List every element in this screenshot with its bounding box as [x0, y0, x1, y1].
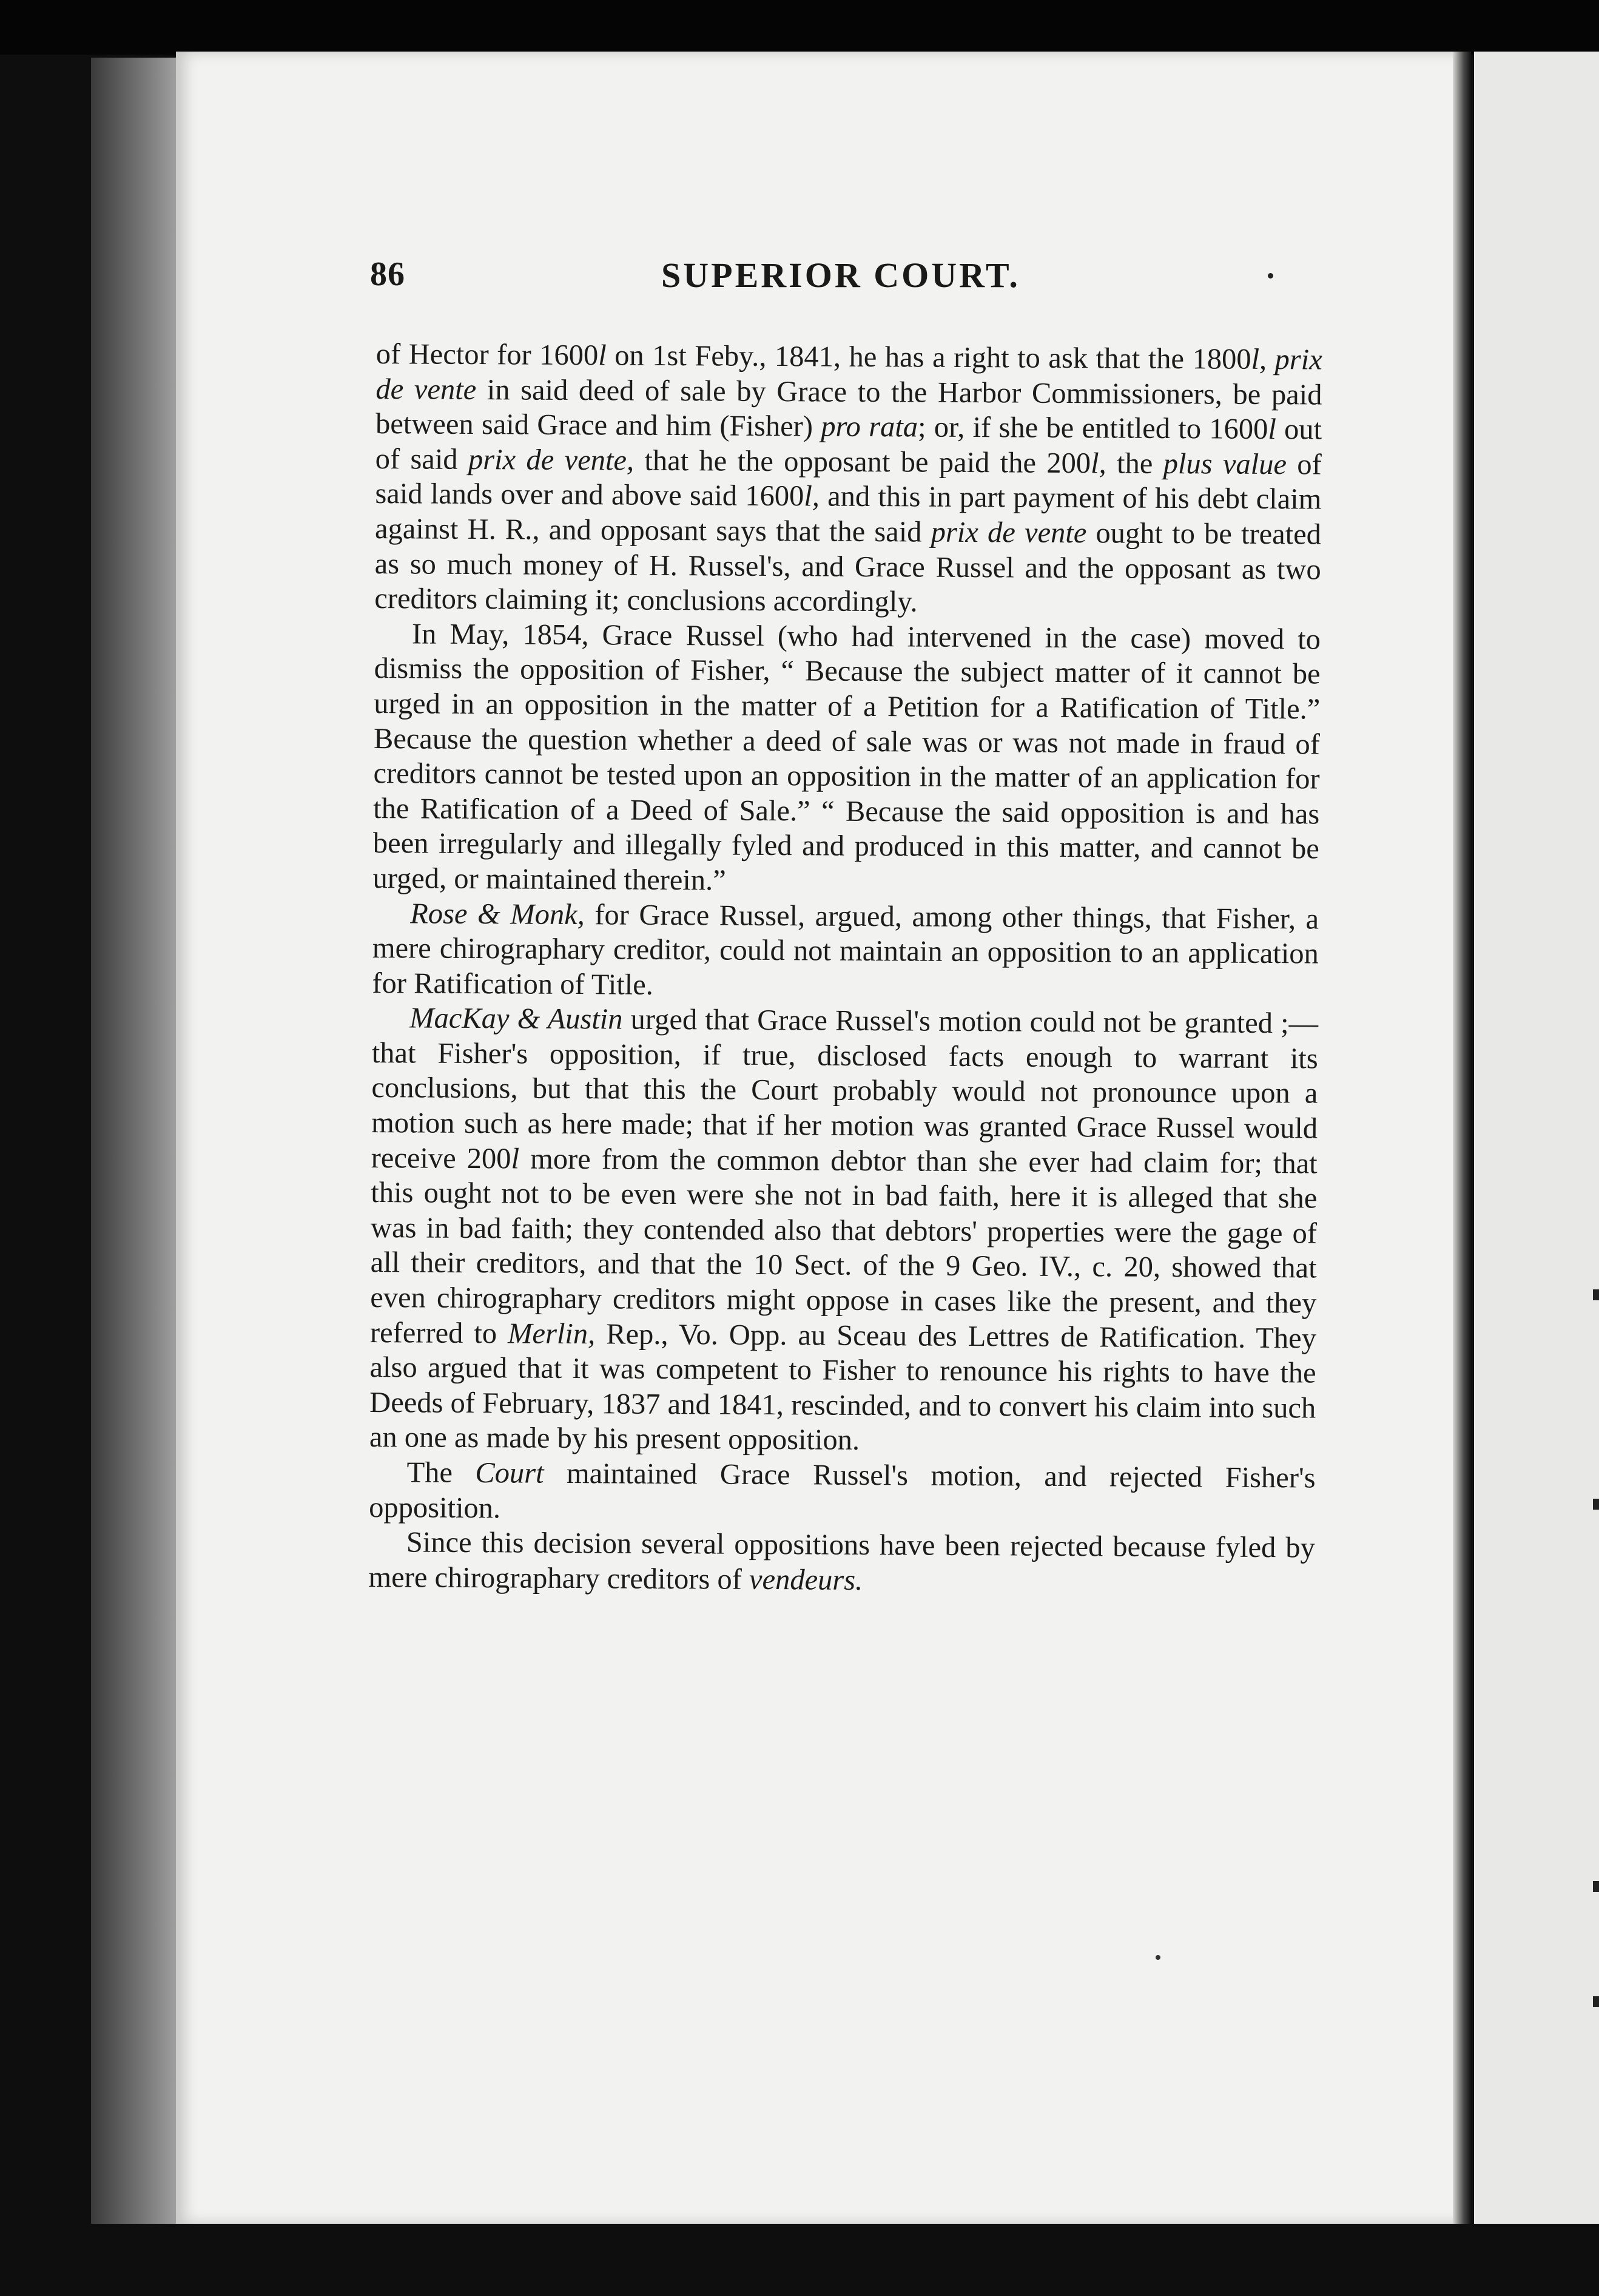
text-run: out of said [375, 413, 1322, 476]
text-run: on 1st Feby., 1841, he has a right to ask that the 1800 [606, 339, 1251, 376]
scan-background-top [0, 0, 1599, 55]
text-run: more from the common debtor than she ever had claim for; that this ought not to be even were she not in bad faith, here it is alleged that she was in bad faith; they contended also that debtors' properties were the gage of all their creditors, and that the 10 Sect. of the 9 Geo. IV., c. 20, showed that even chirographary creditors might oppose in cases like the present, and they referred to [369, 1143, 1318, 1349]
italic-text-run: l, [804, 480, 820, 513]
text-run: for Grace Russel, argued, among other things, that Fisher, a mere chirographary creditor, could not maintain an opposition to an application for Ratification of Title. [372, 898, 1319, 1001]
paragraph [372, 616, 1321, 902]
italic-text-run: Merlin, [507, 1317, 596, 1350]
ink-speck [1268, 273, 1273, 279]
book-gutter [1453, 52, 1471, 2224]
page-number: 86 [370, 255, 405, 293]
paragraph [369, 1455, 1316, 1531]
text-run: of Hector for 1600 [375, 337, 599, 372]
text-run: maintained Grace Russel's motion, and rejected Fisher's opposition. [369, 1457, 1316, 1524]
italic-text-run: vendeurs. [749, 1563, 863, 1596]
text-run: ; or, if she be entitled to 1600 [917, 411, 1268, 446]
text-run: urged that Grace Russel's motion could not be granted ;—that Fisher's opposition, if true, disclosed facts enough to warrant its conclusions, but that this the Court probably would not pronounce upon a motion such as here made; that if her motion was granted Grace Russel would receive 200 [371, 1003, 1319, 1175]
italic-text-run: MacKay & Austin [409, 1002, 623, 1036]
facing-page-text-fragment [1593, 1499, 1599, 1510]
text-run: Rep., Vo. Opp. au Sceau des Lettres de Ratification. They also argued that it was competent to Fisher to renounce his rights to have the Deeds of February, 1837 and 1841, rescinded, and to convert his claim into such an one as made by his present opposition. [369, 1317, 1317, 1457]
text-run: of said lands over and above said 1600 [375, 448, 1322, 513]
italic-text-run: pro rata [821, 410, 918, 444]
facing-page-edge [1474, 52, 1599, 2224]
paragraph [368, 1525, 1315, 1601]
text-run: In May, 1854, Grace Russel (who had intervened in the case) moved to dismiss the opposition of Fisher, “ Because the subject matter of it cannot be urged in an opposition in the matter of a Petition for a Ratification of Title.” Because the question whether a deed of sale was or was not made in fraud of creditors cannot be tested upon an opposition in the matter of an application for the Ratification of a Deed of Sale.” “ Because the said opposition is and has been irregularly and illegally fyled and produced in this matter, and cannot be urged, or maintained therein.” [372, 618, 1321, 897]
paragraph [369, 1001, 1319, 1460]
paragraph [372, 896, 1319, 1006]
italic-text-run: prix de vente, [468, 443, 635, 477]
text-run: The [406, 1456, 476, 1490]
facing-page-text-fragment [1593, 1289, 1599, 1300]
italic-text-run: Rose & Monk, [410, 897, 585, 931]
facing-page-text-fragment [1593, 1881, 1599, 1892]
text-run: ought to be treated as so much money of H. Russel's, and Grace Russel and the opposant as two creditors claiming it; conclusions accordingly. [374, 517, 1322, 618]
facing-page-text-fragment [1593, 1996, 1599, 2007]
italic-text-run: l, [1090, 447, 1106, 480]
italic-text-run: l [1268, 413, 1276, 446]
italic-text-run: l [511, 1143, 520, 1175]
text-run: Since this decision several oppositions have been rejected because fyled by mere chirographary creditors of [368, 1526, 1315, 1596]
italic-text-run: plus value [1163, 447, 1287, 481]
text-run: in said deed of sale by Grace to the Harbor Commissioners, be paid between said Grace and him (Fisher) [375, 373, 1322, 443]
italic-text-run: l, prix de vente [375, 343, 1322, 406]
paragraph [374, 337, 1322, 622]
body-text [368, 337, 1322, 1601]
running-title: SUPERIOR COURT. [661, 255, 1020, 295]
italic-text-run: prix de vente [931, 516, 1087, 550]
page-header [370, 255, 1328, 309]
italic-text-run: l [598, 339, 607, 372]
text-run: and this in part payment of his debt claim against H. R., and opposant says that the said [374, 480, 1322, 549]
text-run: that he the opposant be paid the 200 [633, 444, 1091, 479]
ink-speck [1156, 1955, 1160, 1960]
italic-text-run: Court [475, 1457, 544, 1490]
text-run: the [1106, 447, 1163, 480]
